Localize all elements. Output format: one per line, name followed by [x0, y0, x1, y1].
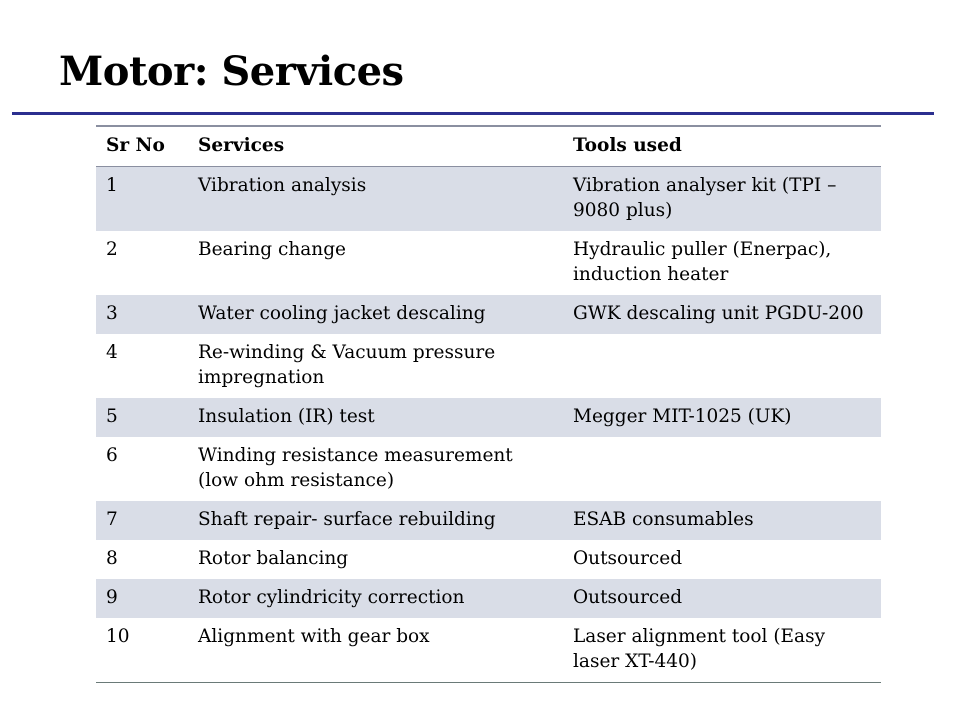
- cell-sr-no: 10: [106, 625, 130, 647]
- cell-tools: GWK descaling unit PGDU-200: [573, 302, 864, 324]
- cell-sr-no: 9: [106, 586, 118, 608]
- table-row: [96, 540, 881, 579]
- cell-tools: Megger MIT-1025 (UK): [573, 405, 792, 427]
- cell-sr-no: 2: [106, 238, 118, 260]
- title-underline: [12, 112, 934, 115]
- cell-sr-no: 5: [106, 405, 118, 427]
- table-row: [96, 166, 881, 230]
- cell-sr-no: 3: [106, 302, 118, 324]
- cell-sr-no: 8: [106, 547, 118, 569]
- cell-service: Winding resistance measurement (low ohm resistance): [198, 444, 513, 491]
- cell-sr-no: 1: [106, 174, 118, 196]
- cell-tools: Hydraulic puller (Enerpac), induction heater: [573, 238, 832, 285]
- header-sr-no: Sr No: [106, 135, 165, 156]
- table-row: [96, 437, 881, 501]
- table-header-row: [96, 126, 881, 166]
- slide-title: Motor: Services: [59, 48, 404, 95]
- cell-service: Bearing change: [198, 238, 346, 260]
- table-row: [96, 231, 881, 295]
- cell-service: Insulation (IR) test: [198, 405, 375, 427]
- cell-service: Vibration analysis: [198, 174, 367, 196]
- cell-tools: Laser alignment tool (Easy laser XT-440): [573, 625, 826, 672]
- table-row: [96, 579, 881, 618]
- cell-service: Rotor cylindricity correction: [198, 586, 465, 608]
- cell-service: Rotor balancing: [198, 547, 349, 569]
- cell-sr-no: 4: [106, 341, 118, 363]
- cell-sr-no: 7: [106, 508, 118, 530]
- header-tools-used: Tools used: [573, 135, 682, 156]
- table-row: [96, 295, 881, 334]
- cell-tools: Outsourced: [573, 586, 683, 608]
- cell-tools: Outsourced: [573, 547, 683, 569]
- cell-service: Water cooling jacket descaling: [198, 302, 486, 324]
- cell-service: Shaft repair- surface rebuilding: [198, 508, 496, 530]
- header-services: Services: [198, 135, 285, 156]
- cell-sr-no: 6: [106, 444, 118, 466]
- table-row: [96, 618, 881, 682]
- cell-service: Alignment with gear box: [198, 625, 430, 647]
- table-row: [96, 334, 881, 398]
- cell-service: Re-winding & Vacuum pressure impregnation: [198, 341, 496, 388]
- table-row: [96, 398, 881, 437]
- cell-tools: ESAB consumables: [573, 508, 754, 530]
- table-row: [96, 501, 881, 540]
- services-table: [96, 125, 881, 683]
- cell-tools: [563, 437, 881, 501]
- cell-tools: [563, 334, 881, 398]
- cell-tools: Vibration analyser kit (TPI – 9080 plus): [573, 174, 837, 221]
